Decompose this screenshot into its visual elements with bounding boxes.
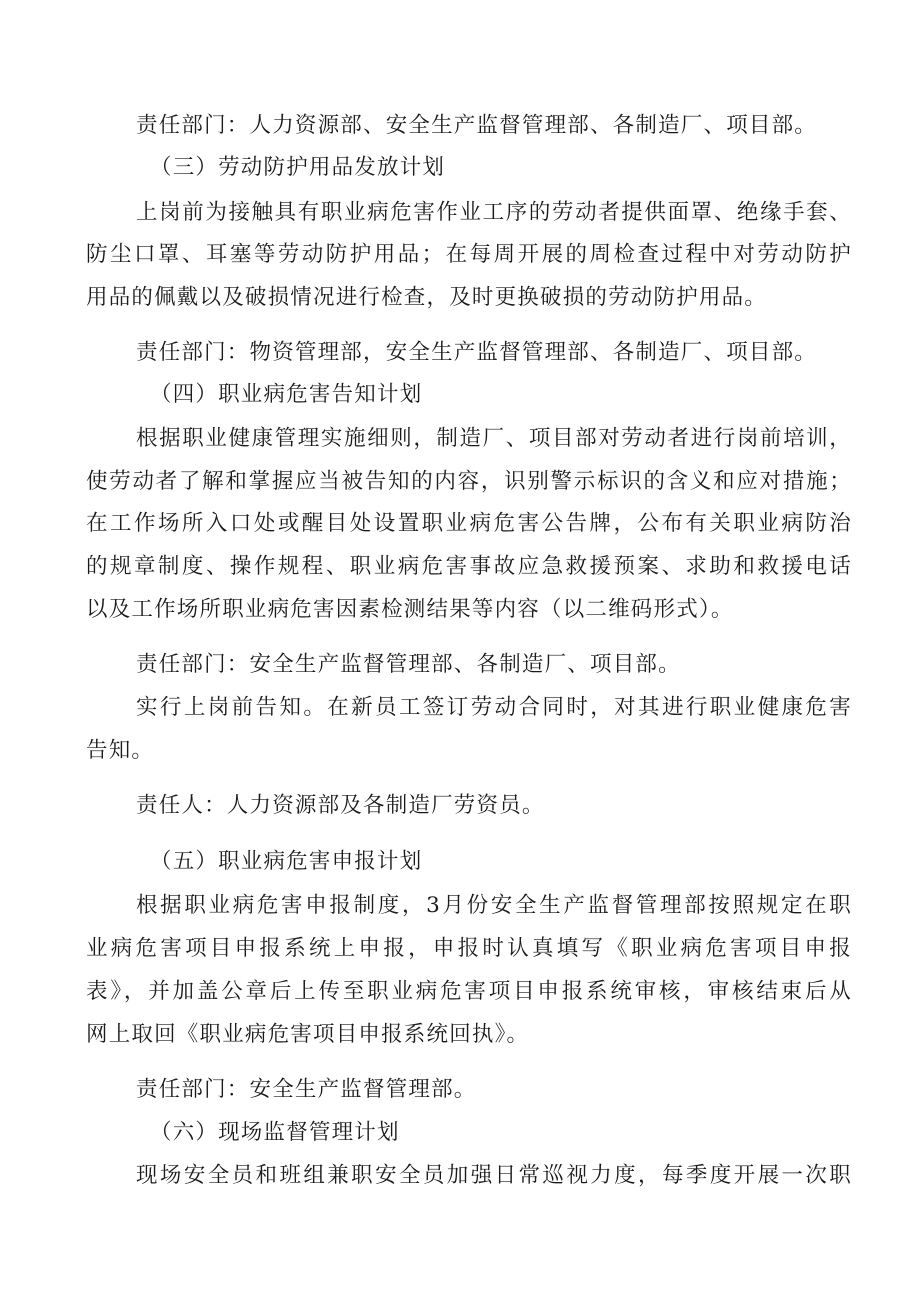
paragraph-line: 根据职业健康管理实施细则，制造厂、项目部对劳动者进行岗前培训， [136,426,852,451]
responsible-dept-line: 责任部门：人力资源部、安全生产监督管理部、各制造厂、项目部。 [136,113,818,138]
responsible-person-line: 责任人：人力资源部及各制造厂劳资员。 [136,793,545,818]
paragraph-line: 上岗前为接触具有职业病危害作业工序的劳动者提供面罩、绝缘手套、 [136,200,852,225]
paragraph-line: 告知。 [86,738,155,763]
paragraph-line: 的规章制度、操作规程、职业病危害事故应急救援预案、求助和救援电话 [86,554,852,579]
section-heading-5: （五）职业病危害申报计划 [150,849,423,874]
section-heading-4: （四）职业病危害告知计划 [150,382,423,407]
paragraph-line: 实行上岗前告知。在新员工签订劳动合同时，对其进行职业健康危害 [136,695,852,720]
responsible-dept-line: 责任部门：安全生产监督管理部、各制造厂、项目部。 [136,652,681,677]
paragraph-line: 使劳动者了解和掌握应当被告知的内容，识别警示标识的含义和应对措施； [86,469,852,494]
responsible-dept-line: 责任部门：物资管理部，安全生产监督管理部、各制造厂、项目部。 [136,340,818,365]
section-heading-3: （三）劳动防护用品发放计划 [150,155,446,180]
paragraph-line: 现场安全员和班组兼职安全员加强日常巡视力度，每季度开展一次职 [136,1163,852,1188]
paragraph-line: 防尘口罩、耳塞等劳动防护用品；在每周开展的周检查过程中对劳动防护 [86,242,852,267]
section-heading-6: （六）现场监督管理计划 [150,1120,400,1145]
paragraph-line: 根据职业病危害申报制度，3月份安全生产监督管理部按照规定在职 [136,893,852,918]
paragraph-line: 以及工作场所职业病危害因素检测结果等内容（以二维码形式）。 [86,597,734,622]
paragraph-line: 网上取回《职业病危害项目申报系统回执》。 [86,1022,530,1047]
paragraph-line: 在工作场所入口处或醒目处设置职业病危害公告牌，公布有关职业病防治 [86,511,852,536]
paragraph-line: 业病危害项目申报系统上申报，申报时认真填写《职业病危害项目申报 [86,936,852,961]
paragraph-line: 表》，并加盖公章后上传至职业病危害项目申报系统审核，审核结束后从 [86,979,852,1004]
responsible-dept-line: 责任部门：安全生产监督管理部。 [136,1077,477,1102]
paragraph-line: 用品的佩戴以及破损情况进行检查，及时更换破损的劳动防护用品。 [86,285,768,310]
